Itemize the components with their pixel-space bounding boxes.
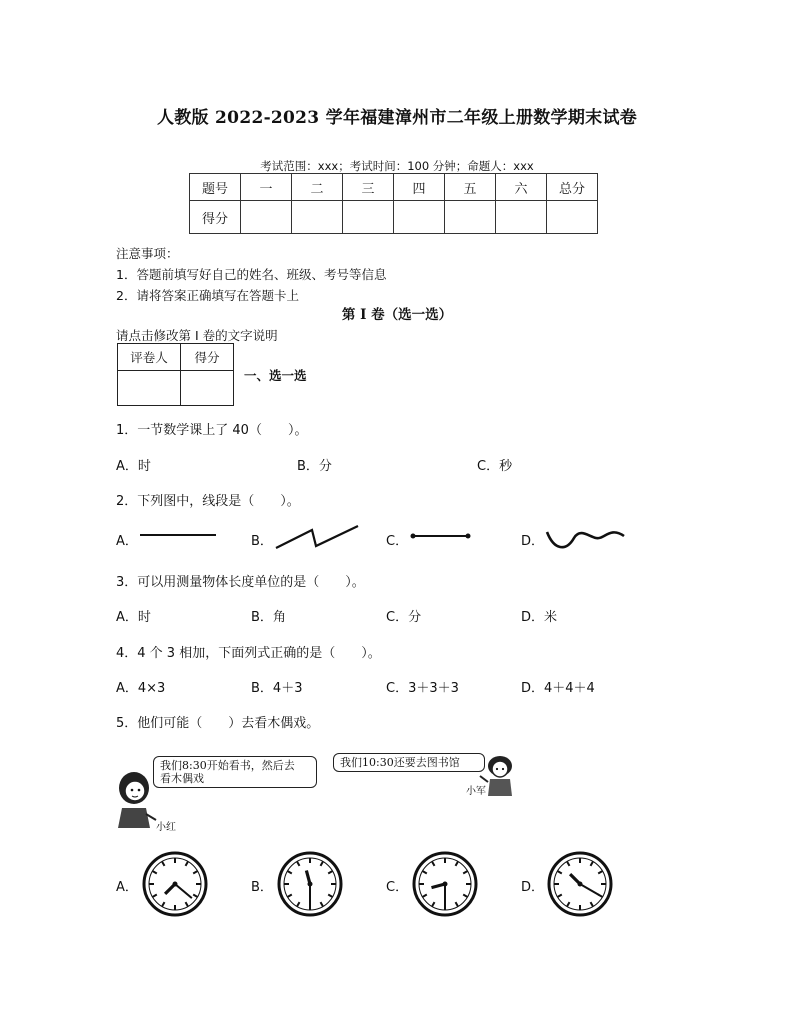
q3-option-c: C．分 bbox=[386, 610, 422, 625]
grader-cell bbox=[118, 371, 181, 406]
left-kid-name: 小红 bbox=[156, 822, 176, 833]
section-hint: 请点击修改第 I 卷的文字说明 bbox=[116, 328, 278, 343]
question-5: 5．他们可能（ ）去看木偶戏。 bbox=[116, 716, 320, 731]
left-speech-bubble bbox=[153, 756, 317, 788]
clock-d-icon bbox=[545, 849, 615, 919]
clock-c-icon bbox=[410, 849, 480, 919]
q2-figure-d-curve bbox=[544, 522, 628, 554]
question-1: 1．一节数学课上了 40（ ）。 bbox=[116, 423, 308, 438]
exam-info: 考试范围：xxx；考试时间：100 分钟；命题人：xxx bbox=[260, 159, 534, 173]
grader-table bbox=[117, 343, 234, 406]
q2-option-d: D． bbox=[521, 534, 545, 549]
q4-option-a: A．4×3 bbox=[116, 681, 166, 696]
right-kid-name: 小军 bbox=[466, 786, 486, 797]
part-title: 一、选一选 bbox=[244, 368, 307, 383]
score-header: 总分 bbox=[547, 174, 598, 201]
q2-figure-c-segment bbox=[408, 526, 474, 546]
q5-option-b: B． bbox=[251, 880, 273, 895]
q1-option-b: B．分 bbox=[297, 459, 332, 474]
girl-illustration bbox=[112, 768, 160, 836]
left-speech-line: 看木偶戏 bbox=[160, 772, 204, 785]
score-header: 六 bbox=[496, 174, 547, 201]
q5-option-c: C． bbox=[386, 880, 409, 895]
q3-option-b: B．角 bbox=[251, 610, 286, 625]
q1-option-a: A．时 bbox=[116, 459, 151, 474]
score-cell bbox=[445, 201, 496, 234]
score-cell bbox=[292, 201, 343, 234]
score-header: 五 bbox=[445, 174, 496, 201]
q4-option-c: C．3＋3＋3 bbox=[386, 681, 459, 696]
left-speech-line: 我们8:30开始看书，然后去 bbox=[160, 759, 295, 772]
score-header: 题号 bbox=[190, 174, 241, 201]
score-cell bbox=[241, 201, 292, 234]
question-4: 4．4 个 3 相加，下面列式正确的是（ ）。 bbox=[116, 646, 381, 661]
notes-heading: 注意事项： bbox=[116, 246, 179, 261]
q3-option-d: D．米 bbox=[521, 610, 558, 625]
q2-option-c: C． bbox=[386, 534, 409, 549]
question-3: 3．可以用测量物体长度单位的是（ ）。 bbox=[116, 575, 365, 590]
notes bbox=[116, 243, 386, 306]
score-table bbox=[189, 173, 598, 234]
score-cell bbox=[496, 201, 547, 234]
score-cell bbox=[394, 201, 445, 234]
q3-option-a: A．时 bbox=[116, 610, 151, 625]
q1-option-c: C．秒 bbox=[477, 459, 513, 474]
q2-option-a: A． bbox=[116, 534, 138, 549]
section-title: 第 I 卷（选一选） bbox=[341, 307, 453, 323]
clock-a-icon bbox=[140, 849, 210, 919]
exam-title: 人教版 2022-2023 学年福建漳州市二年级上册数学期末试卷 bbox=[156, 108, 638, 128]
right-speech-bubble bbox=[333, 753, 485, 772]
q2-figure-a-line bbox=[138, 526, 218, 546]
q5-option-a: A． bbox=[116, 880, 138, 895]
q2-figure-b-zigzag bbox=[272, 520, 362, 554]
q5-option-d: D． bbox=[521, 880, 545, 895]
grader-header: 评卷人 bbox=[118, 344, 181, 371]
score-header: 四 bbox=[394, 174, 445, 201]
q4-option-d: D．4＋4＋4 bbox=[521, 681, 595, 696]
q4-option-b: B．4＋3 bbox=[251, 681, 303, 696]
note-item: 1．答题前填写好自己的姓名、班级、考号等信息 bbox=[116, 267, 387, 282]
score-cell bbox=[547, 201, 598, 234]
score-row-label: 得分 bbox=[190, 201, 241, 234]
score-header: 一 bbox=[241, 174, 292, 201]
score-header: 二 bbox=[292, 174, 343, 201]
clock-b-icon bbox=[275, 849, 345, 919]
score-header: 三 bbox=[343, 174, 394, 201]
note-item: 2．请将答案正确填写在答题卡上 bbox=[116, 288, 299, 303]
right-speech-line: 我们10:30还要去图书馆 bbox=[340, 756, 460, 769]
score-cell bbox=[343, 201, 394, 234]
q2-option-b: B． bbox=[251, 534, 273, 549]
grader-header: 得分 bbox=[181, 344, 234, 371]
question-2: 2．下列图中，线段是（ ）。 bbox=[116, 494, 300, 509]
grader-cell bbox=[181, 371, 234, 406]
